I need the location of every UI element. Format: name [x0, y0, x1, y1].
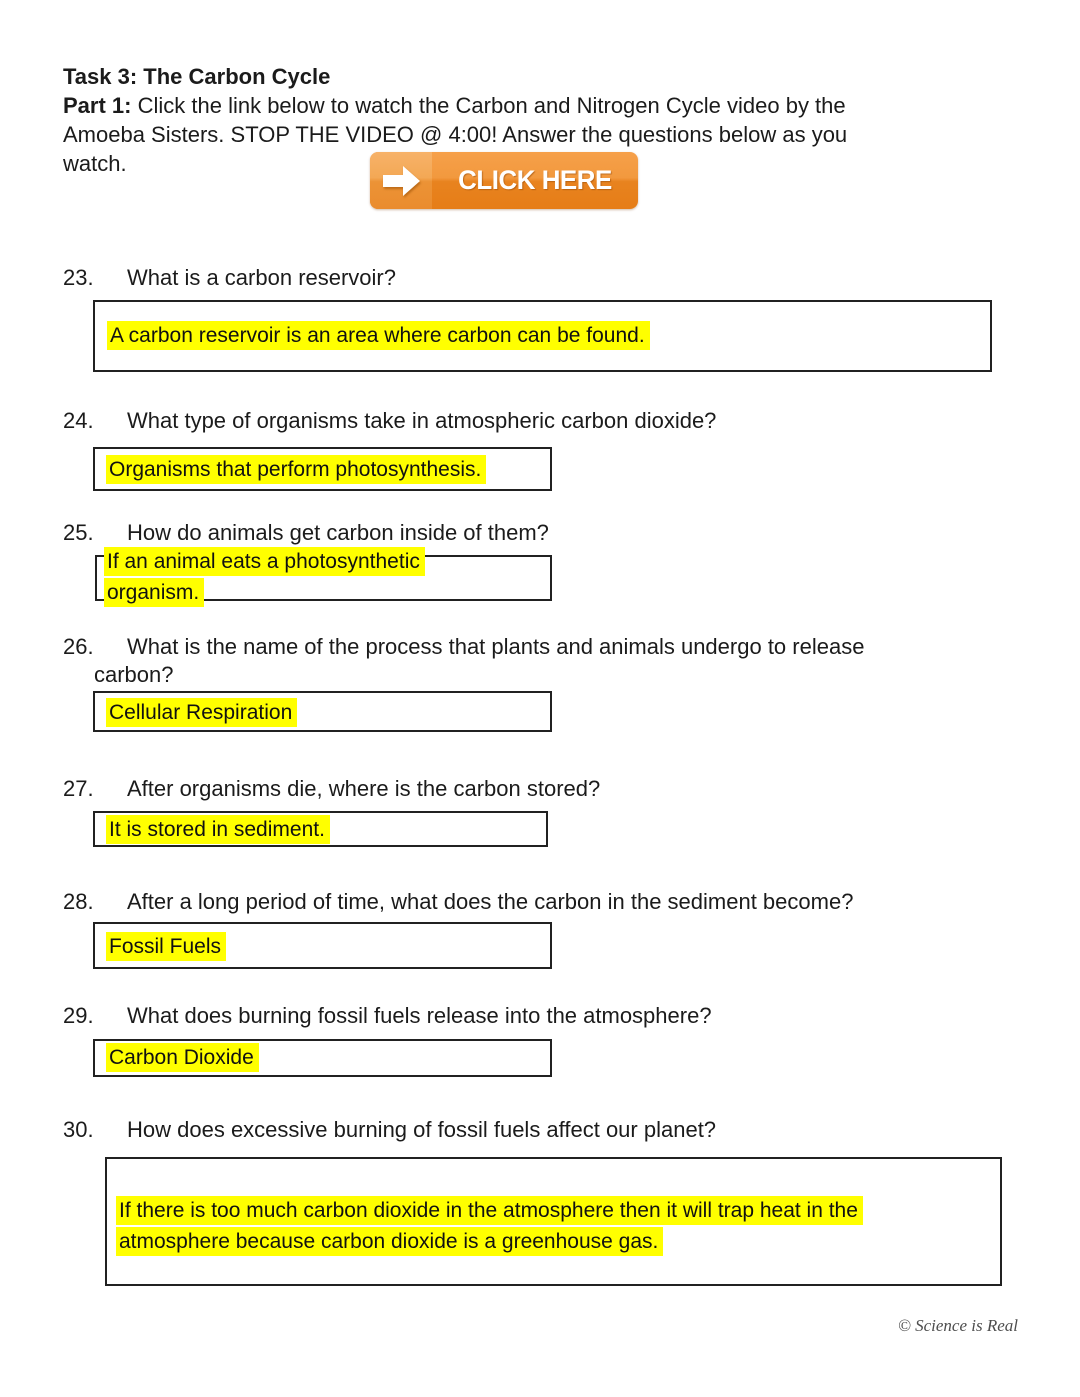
question-24-number: 24.: [63, 408, 94, 433]
answer-26-highlight: Cellular Respiration: [106, 698, 297, 727]
intro-line-1-text: Click the link below to watch the Carbon and Nitrogen Cycle video by the: [131, 93, 846, 118]
answer-23-highlight: A carbon reservoir is an area where carbon can be found.: [107, 321, 650, 350]
answer-25: [104, 547, 425, 609]
answer-24: [106, 455, 486, 486]
question-27-number: 27.: [63, 776, 94, 801]
intro-line-2: Amoeba Sisters. STOP THE VIDEO @ 4:00! Answer the questions below as you: [63, 122, 848, 147]
answer-30-highlight-line1: If there is too much carbon dioxide in the atmosphere then it will trap heat in the: [116, 1196, 863, 1225]
question-28-text: After a long period of time, what does the carbon in the sediment become?: [127, 889, 854, 914]
right-arrow-icon: [383, 165, 421, 197]
question-26-text-line2: carbon?: [94, 662, 174, 687]
question-24-text: What type of organisms take in atmospheric carbon dioxide?: [127, 408, 717, 433]
arrow-segment: [370, 152, 432, 209]
click-here-button[interactable]: [370, 152, 638, 209]
question-25-text: How do animals get carbon inside of them?: [127, 520, 549, 545]
button-label: CLICK HERE: [458, 165, 612, 195]
question-23-text: What is a carbon reservoir?: [127, 265, 396, 290]
part-label: Part 1:: [63, 93, 132, 118]
answer-27-highlight: It is stored in sediment.: [106, 815, 330, 844]
footer-copyright: © Science is Real: [897, 1316, 1018, 1335]
question-30-number: 30.: [63, 1117, 94, 1142]
question-27-text: After organisms die, where is the carbon stored?: [127, 776, 601, 801]
answer-27: [106, 815, 330, 846]
answer-23: [107, 321, 650, 352]
question-26-text: What is the name of the process that plants and animals undergo to release: [127, 634, 865, 659]
answer-30: [116, 1196, 863, 1258]
intro-line-1: [63, 93, 846, 119]
question-29-number: 29.: [63, 1003, 94, 1028]
answer-29: [106, 1043, 259, 1074]
question-29-text: What does burning fossil fuels release into the atmosphere?: [127, 1003, 712, 1028]
answer-25-highlight-line2: organism.: [104, 578, 204, 607]
question-26-number: 26.: [63, 634, 94, 659]
question-30-text: How does excessive burning of fossil fuels affect our planet?: [127, 1117, 717, 1142]
answer-28-highlight: Fossil Fuels: [106, 932, 226, 961]
answer-28: [106, 932, 226, 963]
question-28-number: 28.: [63, 889, 94, 914]
question-25-number: 25.: [63, 520, 94, 545]
answer-25-highlight-line1: If an animal eats a photosynthetic: [104, 547, 425, 576]
intro-line-3: watch.: [63, 151, 127, 176]
question-23-number: 23.: [63, 265, 94, 290]
answer-26: [106, 698, 297, 729]
answer-29-highlight: Carbon Dioxide: [106, 1043, 259, 1072]
answer-24-highlight: Organisms that perform photosynthesis.: [106, 455, 486, 484]
page-title: Task 3: The Carbon Cycle: [63, 64, 331, 89]
answer-30-highlight-line2: atmosphere because carbon dioxide is a greenhouse gas.: [116, 1227, 663, 1256]
